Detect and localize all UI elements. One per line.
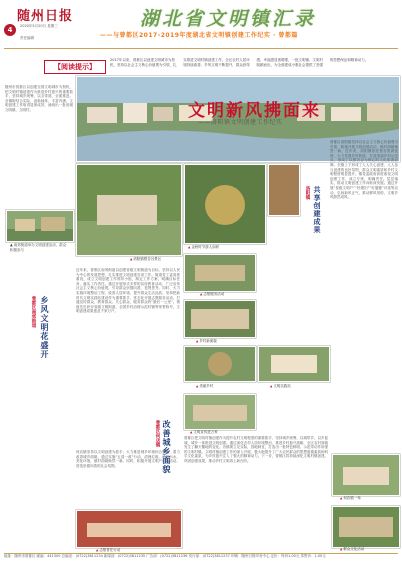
editor-line: 责任编辑: [20, 36, 34, 40]
caption-9: ▲ 何店镇一角: [340, 496, 361, 501]
main-headline: 文明新风拂面来: [188, 101, 321, 121]
caption-6: ▲ 文明实践站: [270, 384, 291, 389]
paper-name: 随州日报: [17, 9, 74, 24]
sub-photo-9: [76, 510, 182, 548]
caption-8: ▲ 志愿者在行动: [96, 548, 120, 553]
caption-2: ▲ 金秋时节游人如织: [188, 245, 219, 250]
sub-photo-5: [184, 300, 256, 338]
page-number: 4: [4, 24, 16, 36]
right-side-sub: 洛阳镇: [305, 186, 310, 200]
reading-tip-text: 2017年以来，曾都区以创建文明城市为契机，坚持以社会主义核心价值观为引领，扎实推进文明村镇创建工作，全区农村人居环境持续改善，乡风文明不断提升，群众获得感、幸福感显著增强，一批文明镇、文明村脱颖而出，为全面建成小康社会提供了坚强的思想保证和精神动力。: [110, 58, 369, 67]
sub-photo-8: [184, 394, 256, 430]
left-side-title: 乡风文明花盛开: [40, 296, 50, 359]
right-side-title: 共享创建成果: [313, 186, 322, 234]
section-title: 湖北省文明镇汇录: [140, 8, 317, 30]
sub-photo-6: [184, 346, 256, 382]
right-column-text-1: 曾都区洛阳镇坚持以社会主义核心价值观为引领，积极开展文明创建活动，镇村面貌焕然一新。近年来，洛阳镇依托银杏资源优势，大力发展乡村旅游，打造美丽乡村示范点，形成了以银杏谷为核心的文化旅游品牌。全镇上下形成了人人关心创建、人人参与创建的良好氛围，群众文明素质和乡村文明程度明显提升。镇党委政府高度重视文明创建工作，成立专班，明确责任，层层落实，推动文明创建工作向纵深发展。通过开展“星级文明户”“好媳妇”“好婆婆”评选等活动，弘扬新风正气，推动移风易俗，文明乡风蔚然成风。: [330, 140, 398, 200]
caption-3: ▲ 志愿服务活动: [200, 292, 224, 297]
reading-tip-label: 【阅读提示】: [44, 60, 106, 74]
caption-1: ▲ 洛阳镇银杏谷景区: [130, 257, 161, 262]
caption-5: ▲ 美丽乡村: [196, 384, 213, 389]
section-subtitle: ——与曾都区2017-2019年度湖北省文明镇创建工作纪实 · 曾都篇: [100, 32, 298, 39]
header-divider: [4, 48, 398, 49]
page-header: [0, 0, 402, 52]
middle-left-text: 近年来，曾都区南郊街道以创建省级文明街道为目标，坚持以人民为中心的发展思想，扎实推进文明创建各项工作。街道党工委高度重视，成立文明创建工作领导小组，制定工作方案，明确目标任务，落实工作责任。通过开展形式多样的宣传教育活动，广泛宣传社会主义核心价值观，引导群众崇德向善、见贤思齐。同时，大力实施环境整治工程，改善人居环境，提升群众生活品质。坚持把新时代文明实践站建设作为重要抓手，常态化开展志愿服务活动，打通宣传群众、教育群众、关心群众、服务群众的“最后一公里”。街道先后获评省级文明街道、全国乡村治理示范村镇等荣誉称号，文明创建成果惠及千家万户。: [76, 268, 180, 314]
left-column-text: 随州市曾都区以创建全国文明城市为契机，把文明村镇创建作为推进乡村振兴的重要抓手，坚持城乡统筹，以点带面，全面推进。各镇街结合实际，创新载体，丰富内涵，文明创建工作取得显著成效，涌现出一批省级文明镇、文明村。: [5, 85, 73, 112]
main-subheadline: ——洛阳镇文明创建工作纪实: [198, 119, 283, 126]
sub-photo-10: [332, 454, 400, 496]
sub-photo-7: [258, 346, 330, 382]
page-footer: 地址：随州市曾都区 邮编：441300 总编室：(0722)3811234 新闻部：(0722)3811235 广告部：(0722)3811236 发行部：(0722)3811237 印刷：随州日报印务中心 定价：每份1.00元 零售价：1.00元: [4, 553, 398, 568]
left-photo: [6, 210, 74, 242]
sub-photo-2: [184, 164, 266, 244]
caption-7: ▲ 文明宣传进万家: [190, 430, 218, 435]
date-line: 2020年5月20日 星期三: [20, 24, 58, 28]
sub-photo-11: [332, 506, 400, 548]
lower-side-sub: 曾都区何店镇: [155, 420, 160, 447]
lower-left-text: 何店镇坚持以文明创建为抓手，大力推进城乡环境综合整治，着力改善城乡面貌。通过实施“五清一改”行动，清理垃圾、治理污水、美化环境，镇村面貌焕然一新。同时，积极开展文明户评选活动，营造崇德向善的社会氛围。: [76, 450, 180, 468]
lower-middle-text: 曾都区把文明村镇创建作为提升农村文明程度的重要抓手，坚持城乡统筹、以城带乡、以乡促城，城乡一体推进文明创建。通过深化农村人居环境整治，推进乡村振兴战略，全区农村面貌发生了翻天覆地的变化。各镇街立足实际，因地制宜，打造出一批特色鲜明、示范带动作用强的文明村镇。文明村镇创建工作的深入开展，极大地提升了广大农民群众的思想道德素质和科学文化素质，为乡村振兴注入了强大的精神动力。下一步，曾都区将持续深化文明村镇创建，巩固创建成果，推动乡村文明再上新台阶。: [184, 436, 328, 463]
caption-10: ▲ 群众文化活动: [340, 547, 364, 552]
sub-photo-1: [76, 164, 182, 256]
lower-side-title: 改善城乡面貌: [162, 420, 172, 474]
left-side-sub: 曾都区南郊街道: [31, 296, 36, 328]
sub-photo-4: [184, 254, 256, 292]
sub-photo-3: [268, 164, 300, 216]
caption-4: ▲ 乡村新面貌: [196, 339, 217, 344]
left-photo-caption: ▲ 南郊街道举办文明创建活动，群众积极参与: [10, 243, 67, 252]
